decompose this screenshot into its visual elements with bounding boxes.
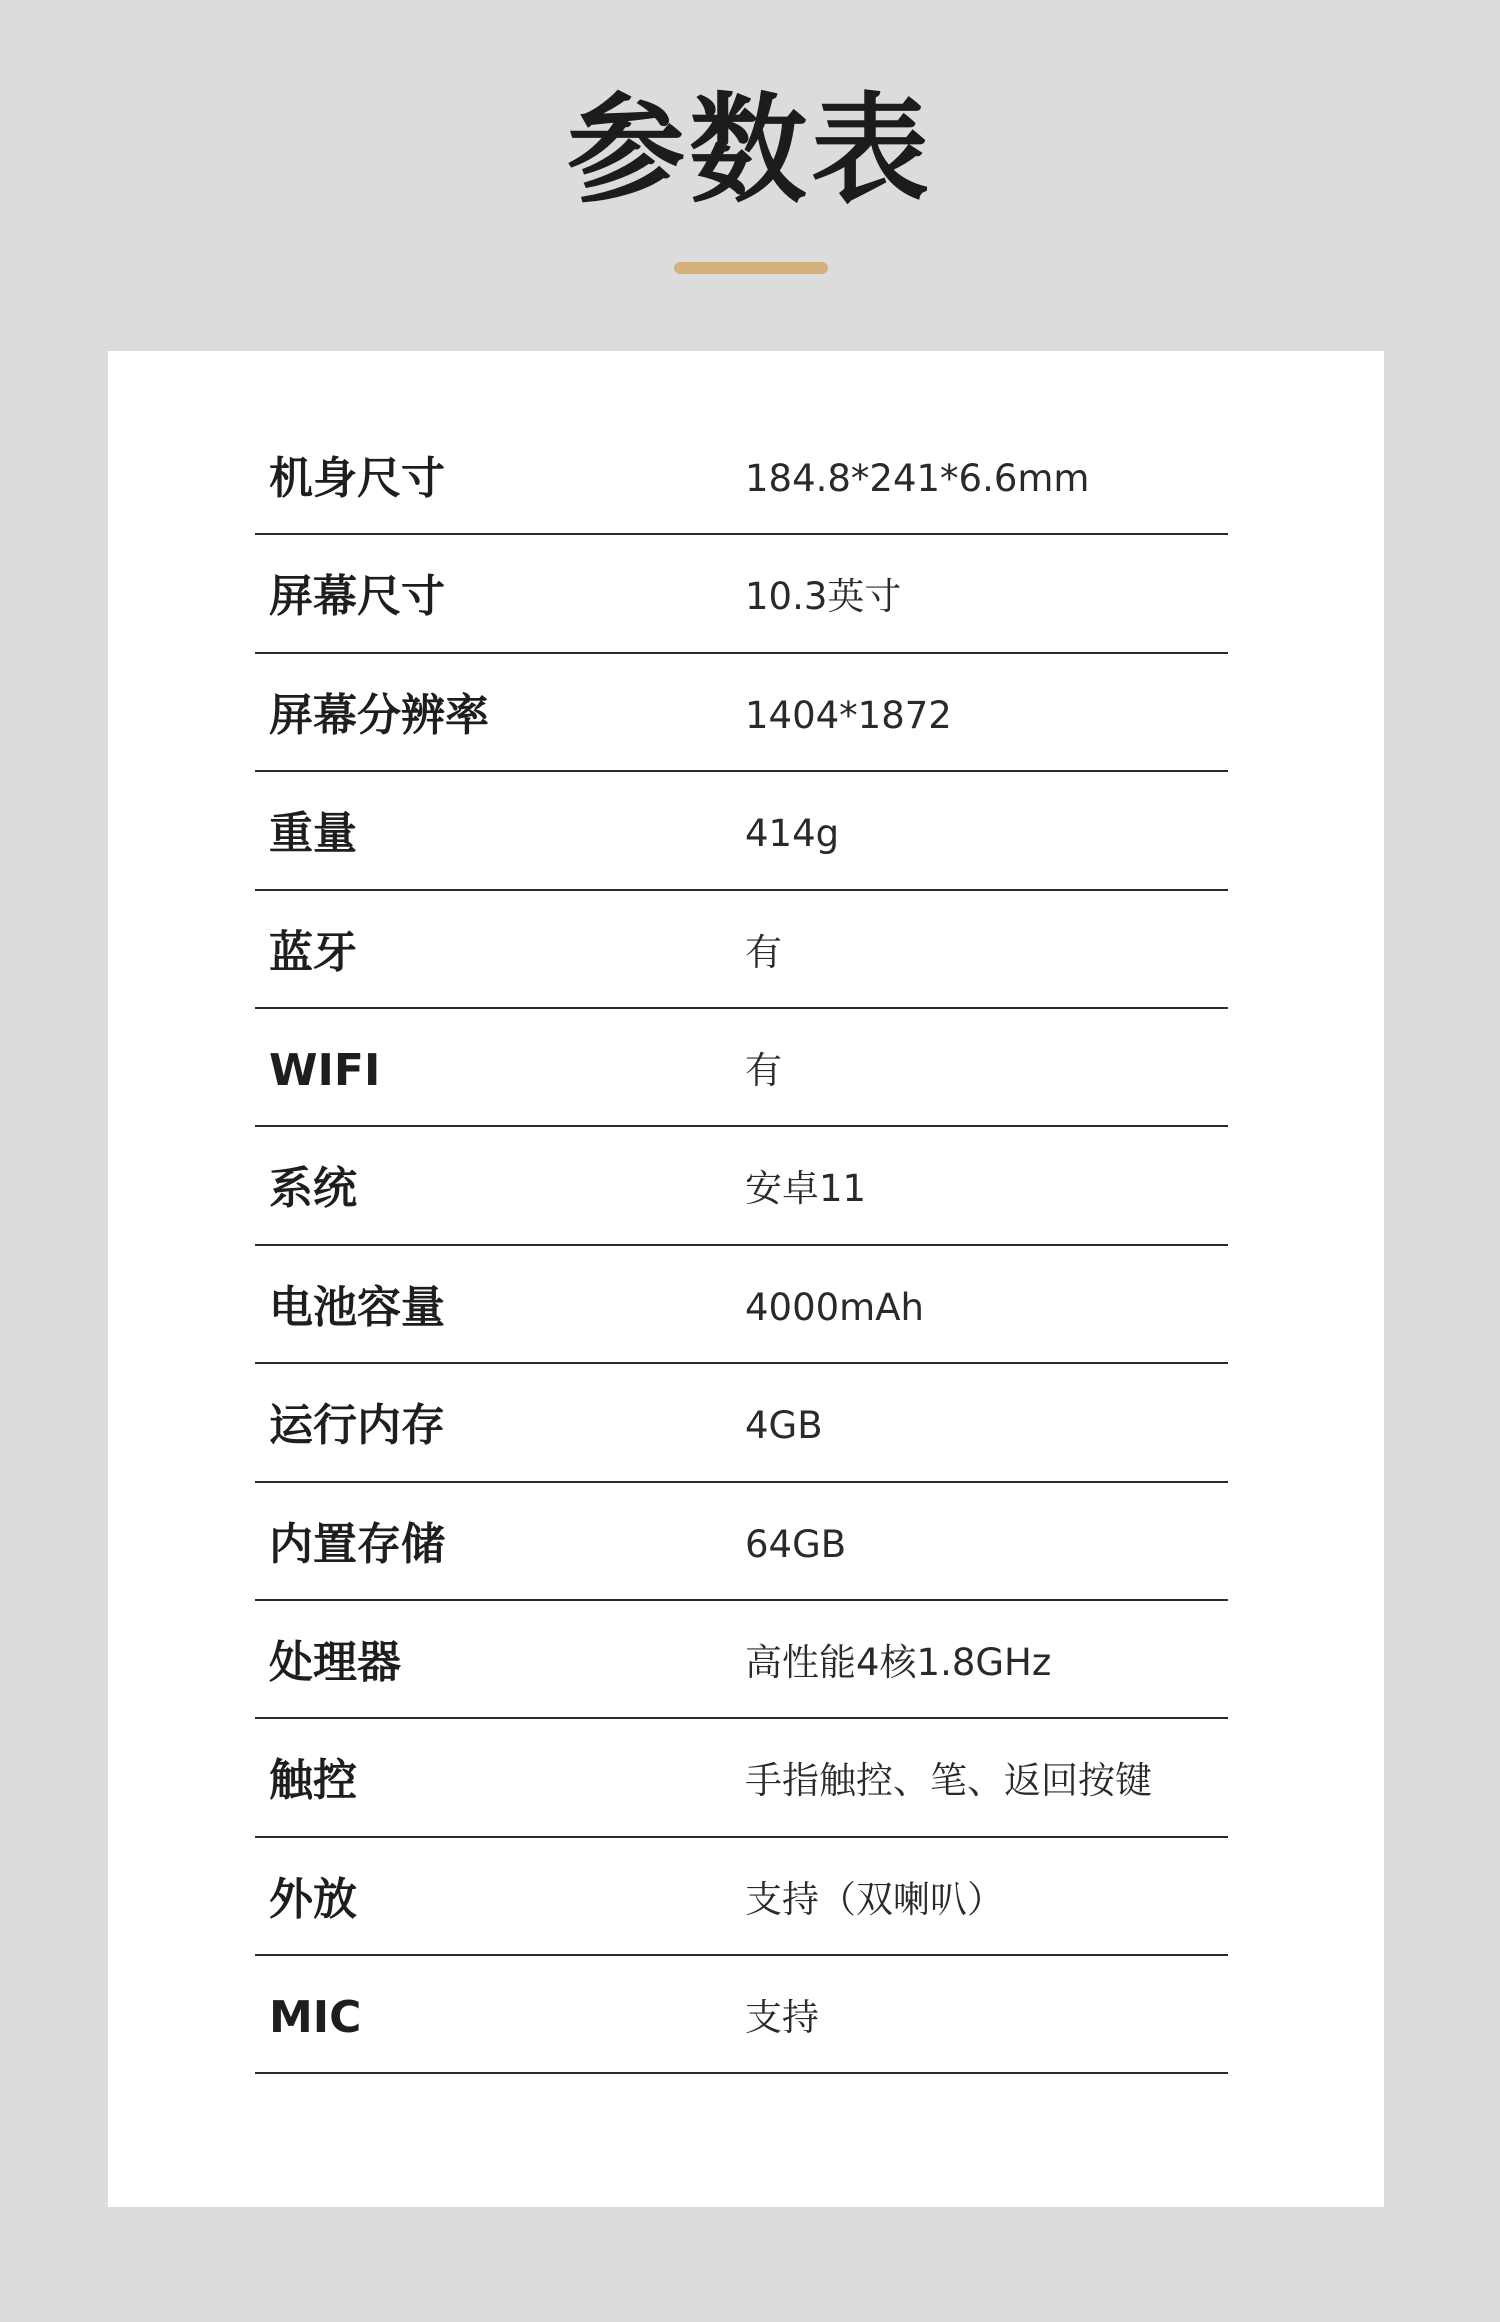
spec-row-mic bbox=[255, 1956, 1228, 2074]
spec-value: 4GB bbox=[745, 1404, 823, 1448]
spec-label: 机身尺寸 bbox=[269, 453, 445, 504]
spec-label: 系统 bbox=[269, 1163, 357, 1215]
spec-row-system bbox=[255, 1127, 1228, 1245]
spec-row-dimensions bbox=[255, 417, 1228, 535]
spec-label: 蓝牙 bbox=[269, 926, 357, 978]
spec-value: 184.8*241*6.6mm bbox=[745, 457, 1090, 500]
spec-label: 重量 bbox=[269, 808, 357, 860]
spec-label: 屏幕分辨率 bbox=[269, 689, 489, 741]
spec-row-touch bbox=[255, 1719, 1228, 1837]
spec-value: 64GB bbox=[745, 1522, 847, 1566]
spec-value: 安卓11 bbox=[745, 1167, 867, 1211]
spec-value: 有 bbox=[745, 930, 782, 974]
spec-row-speaker bbox=[255, 1838, 1228, 1956]
spec-label: MIC bbox=[269, 1992, 362, 2044]
spec-label: 运行内存 bbox=[269, 1400, 445, 1452]
spec-row-storage bbox=[255, 1483, 1228, 1601]
spec-value: 支持（双喇叭） bbox=[745, 1877, 1004, 1921]
spec-row-screen-size bbox=[255, 535, 1228, 653]
spec-value: 高性能4核1.8GHz bbox=[745, 1640, 1052, 1684]
spec-value: 有 bbox=[745, 1048, 782, 1092]
title-underline bbox=[674, 262, 828, 274]
spec-value: 4000mAh bbox=[745, 1285, 924, 1329]
spec-row-processor bbox=[255, 1601, 1228, 1719]
spec-row-weight bbox=[255, 772, 1228, 890]
spec-value: 1404*1872 bbox=[745, 693, 952, 737]
spec-value: 手指触控、笔、返回按键 bbox=[745, 1759, 1152, 1803]
spec-row-bluetooth bbox=[255, 891, 1228, 1009]
spec-table bbox=[255, 417, 1228, 2074]
spec-label: 触控 bbox=[269, 1755, 357, 1807]
spec-label: 处理器 bbox=[269, 1636, 401, 1688]
spec-row-wifi bbox=[255, 1009, 1228, 1127]
spec-label: 外放 bbox=[269, 1873, 357, 1925]
spec-value: 10.3英寸 bbox=[745, 575, 902, 619]
spec-value: 414g bbox=[745, 812, 840, 856]
spec-row-battery bbox=[255, 1246, 1228, 1364]
spec-label: 电池容量 bbox=[269, 1281, 445, 1333]
spec-row-resolution bbox=[255, 654, 1228, 772]
spec-label: WIFI bbox=[269, 1044, 381, 1096]
page-title: 参数表 bbox=[566, 81, 933, 219]
spec-label: 屏幕尺寸 bbox=[269, 571, 445, 623]
spec-row-ram bbox=[255, 1364, 1228, 1482]
spec-value: 支持 bbox=[745, 1996, 819, 2040]
spec-label: 内置存储 bbox=[269, 1518, 445, 1570]
